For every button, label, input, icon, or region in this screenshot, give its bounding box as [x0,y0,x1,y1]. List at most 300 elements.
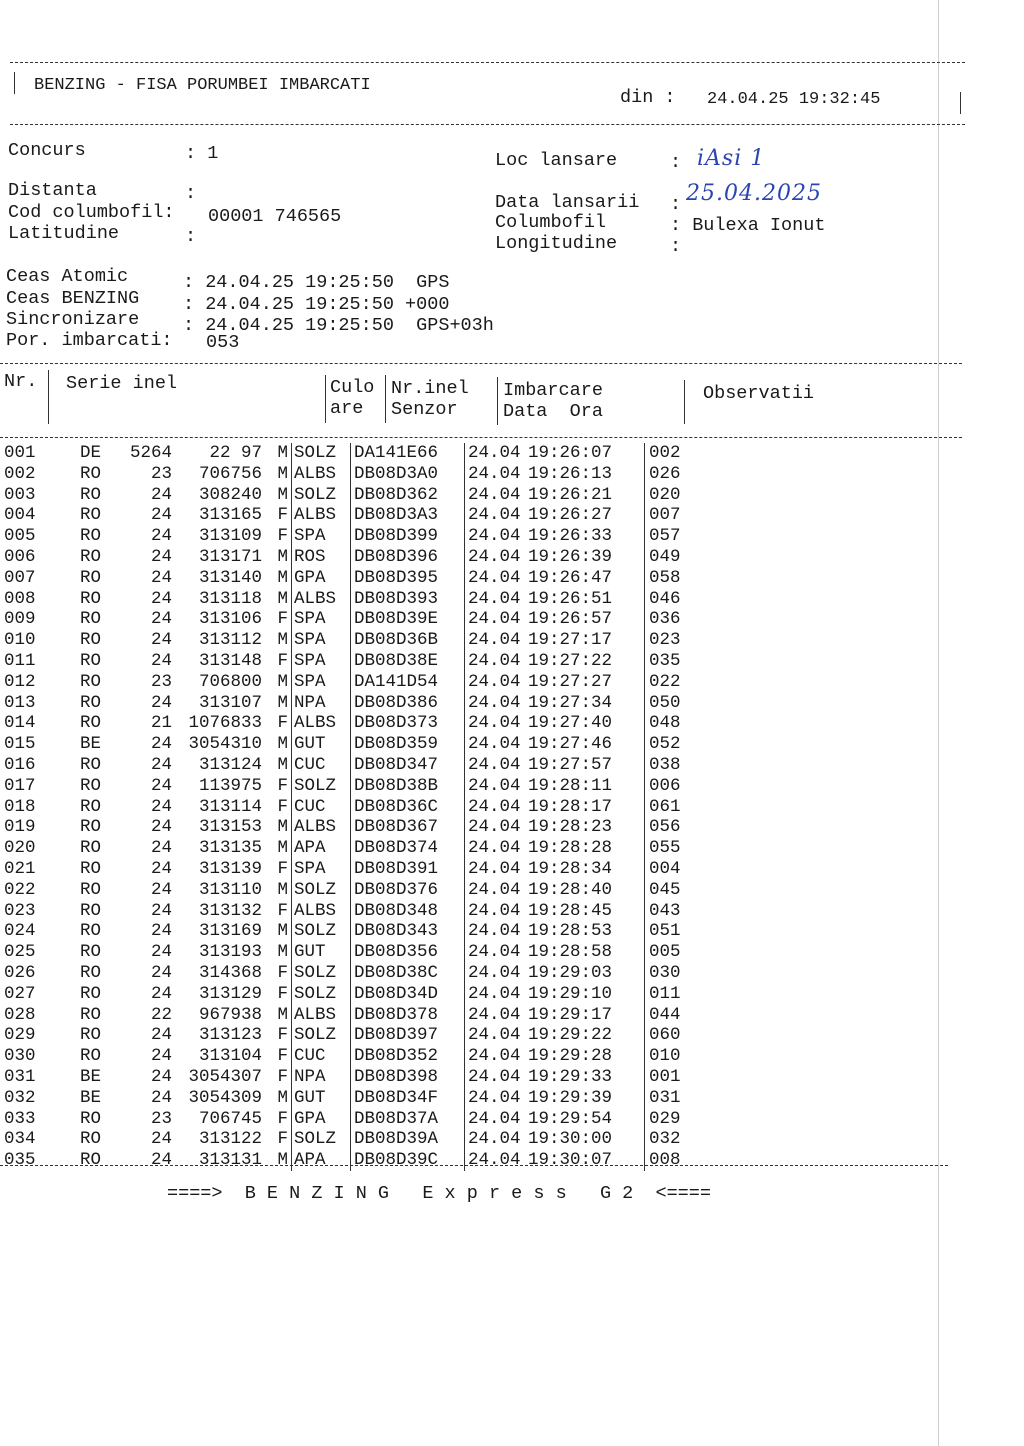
row-ring-number: 313104 [199,1046,263,1067]
col-nr-header: Nr. [4,371,38,392]
row-observatii: 008 [645,1150,681,1171]
row-nr: 033 [4,1108,36,1129]
row-date: 24.04 [465,609,529,630]
row-sex: M [277,567,289,588]
row-country: RO [80,858,102,879]
row-color: SOLZ [292,880,351,901]
table-row [4,942,681,963]
row-observatii: 007 [645,505,681,526]
row-date: 24.04 [465,797,529,818]
row-country: RO [80,1046,102,1067]
row-date: 24.04 [465,963,529,984]
row-nr: 011 [4,650,36,671]
title-bottom-rule [10,124,965,125]
concurs-value: : 1 [185,143,219,164]
row-sex: M [277,1087,289,1108]
table-row [4,1088,681,1109]
row-nr: 024 [4,921,36,942]
row-observatii: 043 [645,901,681,922]
row-observatii: 055 [645,838,681,859]
row-year: 24 [151,921,173,942]
row-country: RO [80,484,102,505]
table-row [4,1025,681,1046]
row-year: 24 [151,775,173,796]
data-lansarii-handwritten: 25.04.2025 [686,181,822,206]
longitudine-label: Longitudine [495,233,618,254]
row-sensor: DA141D54 [351,672,465,693]
col-sep-culoare [385,375,386,423]
row-color: APA [292,1150,351,1171]
row-date: 24.04 [465,755,529,776]
row-sensor: DB08D356 [351,942,465,963]
ceas-atomic-value: : 24.04.25 19:25:50 GPS [183,272,450,293]
longitudine-value: : [670,236,682,257]
row-ring-number: 313132 [199,900,263,921]
row-date: 24.04 [465,713,529,734]
row-sensor: DB08D396 [351,547,465,568]
row-sensor: DB08D386 [351,693,465,714]
row-sensor: DB08D343 [351,921,465,942]
row-nr: 001 [4,443,36,463]
title-right-bar [960,92,961,114]
row-color: ALBS [292,464,351,485]
row-nr: 008 [4,588,36,609]
row-observatii: 046 [645,589,681,610]
row-sensor: DB08D376 [351,880,465,901]
row-observatii: 050 [645,693,681,714]
row-time: 19:26:39 [528,546,613,567]
row-country: RO [80,588,102,609]
row-nr: 018 [4,796,36,817]
row-nr: 006 [4,546,36,567]
row-ring-number: 313106 [199,609,263,630]
columbofil-label: Columbofil [495,212,607,233]
row-sensor: DB08D347 [351,755,465,776]
row-sensor: DB08D378 [351,1005,465,1026]
row-date: 24.04 [465,1088,529,1109]
row-year: 24 [151,1129,173,1150]
row-observatii: 049 [645,547,681,568]
row-sex: F [277,526,289,547]
row-time: 19:29:17 [528,1004,613,1025]
row-country: RO [80,692,102,713]
row-year: 24 [151,546,173,567]
row-color: CUC [292,1046,351,1067]
row-sex: M [277,484,289,505]
row-date: 24.04 [465,1067,529,1088]
table-row [4,776,681,797]
row-sex: M [277,443,289,463]
table-row [4,1005,681,1026]
row-sex: F [277,713,289,734]
table-row [4,921,681,942]
row-ring-number: 313153 [199,817,263,838]
row-country: RO [80,1150,102,1171]
row-color: CUC [292,797,351,818]
row-year: 24 [151,754,173,775]
row-time: 19:26:27 [528,505,613,526]
row-time: 19:29:03 [528,962,613,983]
row-time: 19:28:40 [528,879,613,900]
row-nr: 021 [4,858,36,879]
por-imbarcati-label: Por. imbarcati: [6,330,173,351]
row-time: 19:27:17 [528,630,613,651]
row-sex: F [277,650,289,671]
row-country: RO [80,630,102,651]
row-sensor: DB08D38B [351,776,465,797]
row-year: 24 [151,858,173,879]
row-nr: 027 [4,983,36,1004]
header-top-rule [0,363,962,364]
row-color: ALBS [292,505,351,526]
row-date: 24.04 [465,1150,529,1171]
row-year: 24 [151,588,173,609]
row-country: RO [80,463,102,484]
row-ring-number: 3054310 [188,734,263,755]
row-color: GUT [292,734,351,755]
row-observatii: 032 [645,1129,681,1150]
row-year: 24 [151,817,173,838]
table-row [4,963,681,984]
row-ring-number: 313122 [199,1129,263,1150]
row-observatii: 060 [645,1025,681,1046]
row-time: 19:28:34 [528,858,613,879]
row-color: CUC [292,755,351,776]
row-year: 24 [151,734,173,755]
row-time: 19:29:10 [528,983,613,1004]
row-date: 24.04 [465,568,529,589]
row-sex: M [277,754,289,775]
row-observatii: 035 [645,651,681,672]
row-color: NPA [292,1067,351,1088]
row-observatii: 022 [645,672,681,693]
row-time: 19:29:28 [528,1046,613,1067]
row-date: 24.04 [465,776,529,797]
row-date: 24.04 [465,526,529,547]
row-year: 24 [151,838,173,859]
col-nrinel-header-1: Nr.inel [391,378,469,399]
distanta-label: Distanta [8,180,97,201]
latitudine-value: : [185,226,197,247]
row-year: 24 [151,1150,173,1171]
row-nr: 015 [4,734,36,755]
col-sep-imbarcare [684,380,685,424]
row-ring-number: 313169 [199,921,263,942]
row-ring-number: 1076833 [188,713,263,734]
ceas-benzing-value: : 24.04.25 19:25:50 +000 [183,294,450,315]
row-sensor: DB08D39A [351,1129,465,1150]
row-time: 19:28:28 [528,838,613,859]
row-ring-number: 22 97 [209,443,263,463]
row-ring-number: 313110 [199,879,263,900]
row-time: 19:26:07 [528,443,613,463]
row-observatii: 038 [645,755,681,776]
row-nr: 028 [4,1004,36,1025]
row-ring-number: 313135 [199,838,263,859]
row-sex: F [277,1129,289,1150]
row-nr: 010 [4,630,36,651]
row-observatii: 020 [645,485,681,506]
loc-lansare-handwritten: iAsi 1 [697,146,766,171]
row-date: 24.04 [465,1129,529,1150]
row-ring-number: 313123 [199,1025,263,1046]
row-observatii: 002 [645,443,681,464]
row-time: 19:27:34 [528,692,613,713]
row-year: 24 [151,900,173,921]
table-row [4,817,681,838]
row-sex: F [277,858,289,879]
loc-lansare-label: Loc lansare [495,150,618,171]
row-year: 24 [151,526,173,547]
row-time: 19:28:11 [528,775,613,796]
sincronizare-label: Sincronizare [6,309,140,330]
table-row [4,693,681,714]
row-ring-number: 313118 [199,588,263,609]
row-ring-number: 313107 [199,692,263,713]
row-date: 24.04 [465,734,529,755]
row-observatii: 029 [645,1109,681,1130]
row-country: RO [80,879,102,900]
row-observatii: 036 [645,609,681,630]
row-nr: 026 [4,962,36,983]
row-country: RO [80,900,102,921]
row-observatii: 044 [645,1005,681,1026]
row-country: RO [80,546,102,567]
row-sensor: DB08D367 [351,817,465,838]
table-row [4,734,681,755]
row-country: RO [80,526,102,547]
col-imbarcare-header-2: Data Ora [503,401,603,422]
row-year: 24 [151,630,173,651]
row-ring-number: 313131 [199,1150,263,1171]
row-time: 19:29:39 [528,1087,613,1108]
row-date: 24.04 [465,1109,529,1130]
row-color: GPA [292,1109,351,1130]
row-nr: 012 [4,671,36,692]
row-ring-number: 313139 [199,858,263,879]
row-sensor: DB08D395 [351,568,465,589]
row-date: 24.04 [465,838,529,859]
row-ring-number: 313171 [199,546,263,567]
row-sensor: DB08D34D [351,984,465,1005]
row-date: 24.04 [465,651,529,672]
row-country: BE [80,734,102,755]
data-lansarii-sep: : [670,194,682,215]
concurs-label: Concurs [8,140,86,161]
row-sex: M [277,671,289,692]
table-row [4,797,681,818]
row-country: RO [80,962,102,983]
row-observatii: 058 [645,568,681,589]
row-ring-number: 313129 [199,983,263,1004]
row-sensor: DB08D37A [351,1109,465,1130]
row-observatii: 052 [645,734,681,755]
col-sep-nr [48,370,49,424]
row-sex: F [277,796,289,817]
row-sensor: DB08D362 [351,485,465,506]
latitudine-label: Latitudine [8,223,120,244]
title-top-rule [10,62,965,63]
row-sensor: DB08D38C [351,963,465,984]
row-nr: 003 [4,484,36,505]
row-sensor: DB08D373 [351,713,465,734]
row-sensor: DB08D34F [351,1088,465,1109]
row-sex: M [277,630,289,651]
row-year: 24 [151,692,173,713]
row-year: 24 [151,983,173,1004]
row-observatii: 011 [645,984,681,1005]
col-observatii-header: Observatii [703,383,815,404]
row-sex: F [277,505,289,526]
row-country: RO [80,671,102,692]
row-sex: M [277,463,289,484]
row-sensor: DB08D39E [351,609,465,630]
table-row [4,672,681,693]
row-year: 24 [151,567,173,588]
row-color: SOLZ [292,443,351,464]
row-time: 19:27:57 [528,754,613,775]
row-time: 19:28:45 [528,900,613,921]
row-color: APA [292,838,351,859]
row-color: NPA [292,693,351,714]
ceas-atomic-label: Ceas Atomic [6,266,129,287]
row-time: 19:26:13 [528,463,613,484]
row-country: RO [80,921,102,942]
row-sensor: DB08D348 [351,901,465,922]
row-color: SOLZ [292,1025,351,1046]
row-observatii: 023 [645,630,681,651]
row-sensor: DB08D38E [351,651,465,672]
row-date: 24.04 [465,1025,529,1046]
row-date: 24.04 [465,547,529,568]
row-nr: 034 [4,1129,36,1150]
embarkation-table-body [4,443,681,1171]
row-sex: F [277,900,289,921]
row-sex: M [277,1150,289,1171]
row-sensor: DB08D3A0 [351,464,465,485]
row-time: 19:26:33 [528,526,613,547]
row-date: 24.04 [465,505,529,526]
row-country: RO [80,796,102,817]
row-country: RO [80,775,102,796]
row-date: 24.04 [465,1046,529,1067]
row-ring-number: 313112 [199,630,263,651]
row-nr: 019 [4,817,36,838]
row-nr: 009 [4,609,36,630]
row-color: SPA [292,651,351,672]
row-sex: M [277,921,289,942]
row-sex: M [277,1004,289,1025]
sincronizare-value: : 24.04.25 19:25:50 GPS+03h [183,315,494,336]
row-color: SPA [292,630,351,651]
row-ring-number: 706800 [199,671,263,692]
row-observatii: 031 [645,1088,681,1109]
loc-lansare-sep: : [670,152,682,173]
row-sex: F [277,1025,289,1046]
row-date: 24.04 [465,464,529,485]
row-color: SOLZ [292,485,351,506]
row-nr: 025 [4,942,36,963]
row-time: 19:27:22 [528,650,613,671]
row-ring-number: 706745 [199,1108,263,1129]
row-ring-number: 967938 [199,1004,263,1025]
row-color: SPA [292,526,351,547]
row-nr: 014 [4,713,36,734]
col-imbarcare-header-1: Imbarcare [503,380,603,401]
row-ring-number: 313109 [199,526,263,547]
row-year: 24 [151,796,173,817]
row-time: 19:28:23 [528,817,613,838]
row-observatii: 057 [645,526,681,547]
row-year: 24 [151,942,173,963]
row-country: RO [80,650,102,671]
row-time: 19:26:51 [528,588,613,609]
col-sep-serie [325,375,326,423]
row-sex: M [277,692,289,713]
table-row [4,651,681,672]
row-time: 19:29:33 [528,1066,613,1087]
row-country: RO [80,983,102,1004]
title-left-bar [14,72,15,94]
row-sensor: DB08D3A3 [351,505,465,526]
cod-columbofil-label: Cod columbofil: [8,202,175,223]
row-country: BE [80,1066,102,1087]
table-row [4,859,681,880]
row-country: RO [80,817,102,838]
row-nr: 020 [4,838,36,859]
row-date: 24.04 [465,672,529,693]
row-date: 24.04 [465,443,529,464]
row-ring-number: 706756 [199,463,263,484]
row-sensor: DB08D398 [351,1067,465,1088]
row-sensor: DB08D391 [351,859,465,880]
row-nr: 029 [4,1025,36,1046]
row-sex: F [277,1108,289,1129]
row-color: SOLZ [292,984,351,1005]
row-ring-number: 313140 [199,567,263,588]
row-observatii: 048 [645,713,681,734]
row-date: 24.04 [465,1005,529,1026]
row-color: SPA [292,672,351,693]
table-row [4,505,681,526]
row-country: DE [80,443,102,463]
row-year: 23 [151,463,173,484]
row-time: 19:29:22 [528,1025,613,1046]
row-time: 19:28:53 [528,921,613,942]
row-year: 24 [151,1046,173,1067]
table-row [4,838,681,859]
table-row [4,713,681,734]
row-ring-number: 314368 [199,962,263,983]
row-year: 22 [151,1004,173,1025]
table-row [4,443,681,464]
table-row [4,589,681,610]
table-row [4,984,681,1005]
row-sensor: DB08D352 [351,1046,465,1067]
embarkation-table [4,443,681,1171]
din-label: din : [620,87,676,108]
row-ring-number: 3054307 [188,1066,263,1087]
table-row [4,526,681,547]
row-country: RO [80,505,102,526]
row-nr: 013 [4,692,36,713]
table-row [4,1150,681,1171]
row-year: 24 [151,609,173,630]
row-ring-number: 313148 [199,650,263,671]
table-row [4,464,681,485]
footer-banner: ====> B E N Z I N G E x p r e s s G 2 <==== [167,1183,711,1204]
row-nr: 004 [4,505,36,526]
